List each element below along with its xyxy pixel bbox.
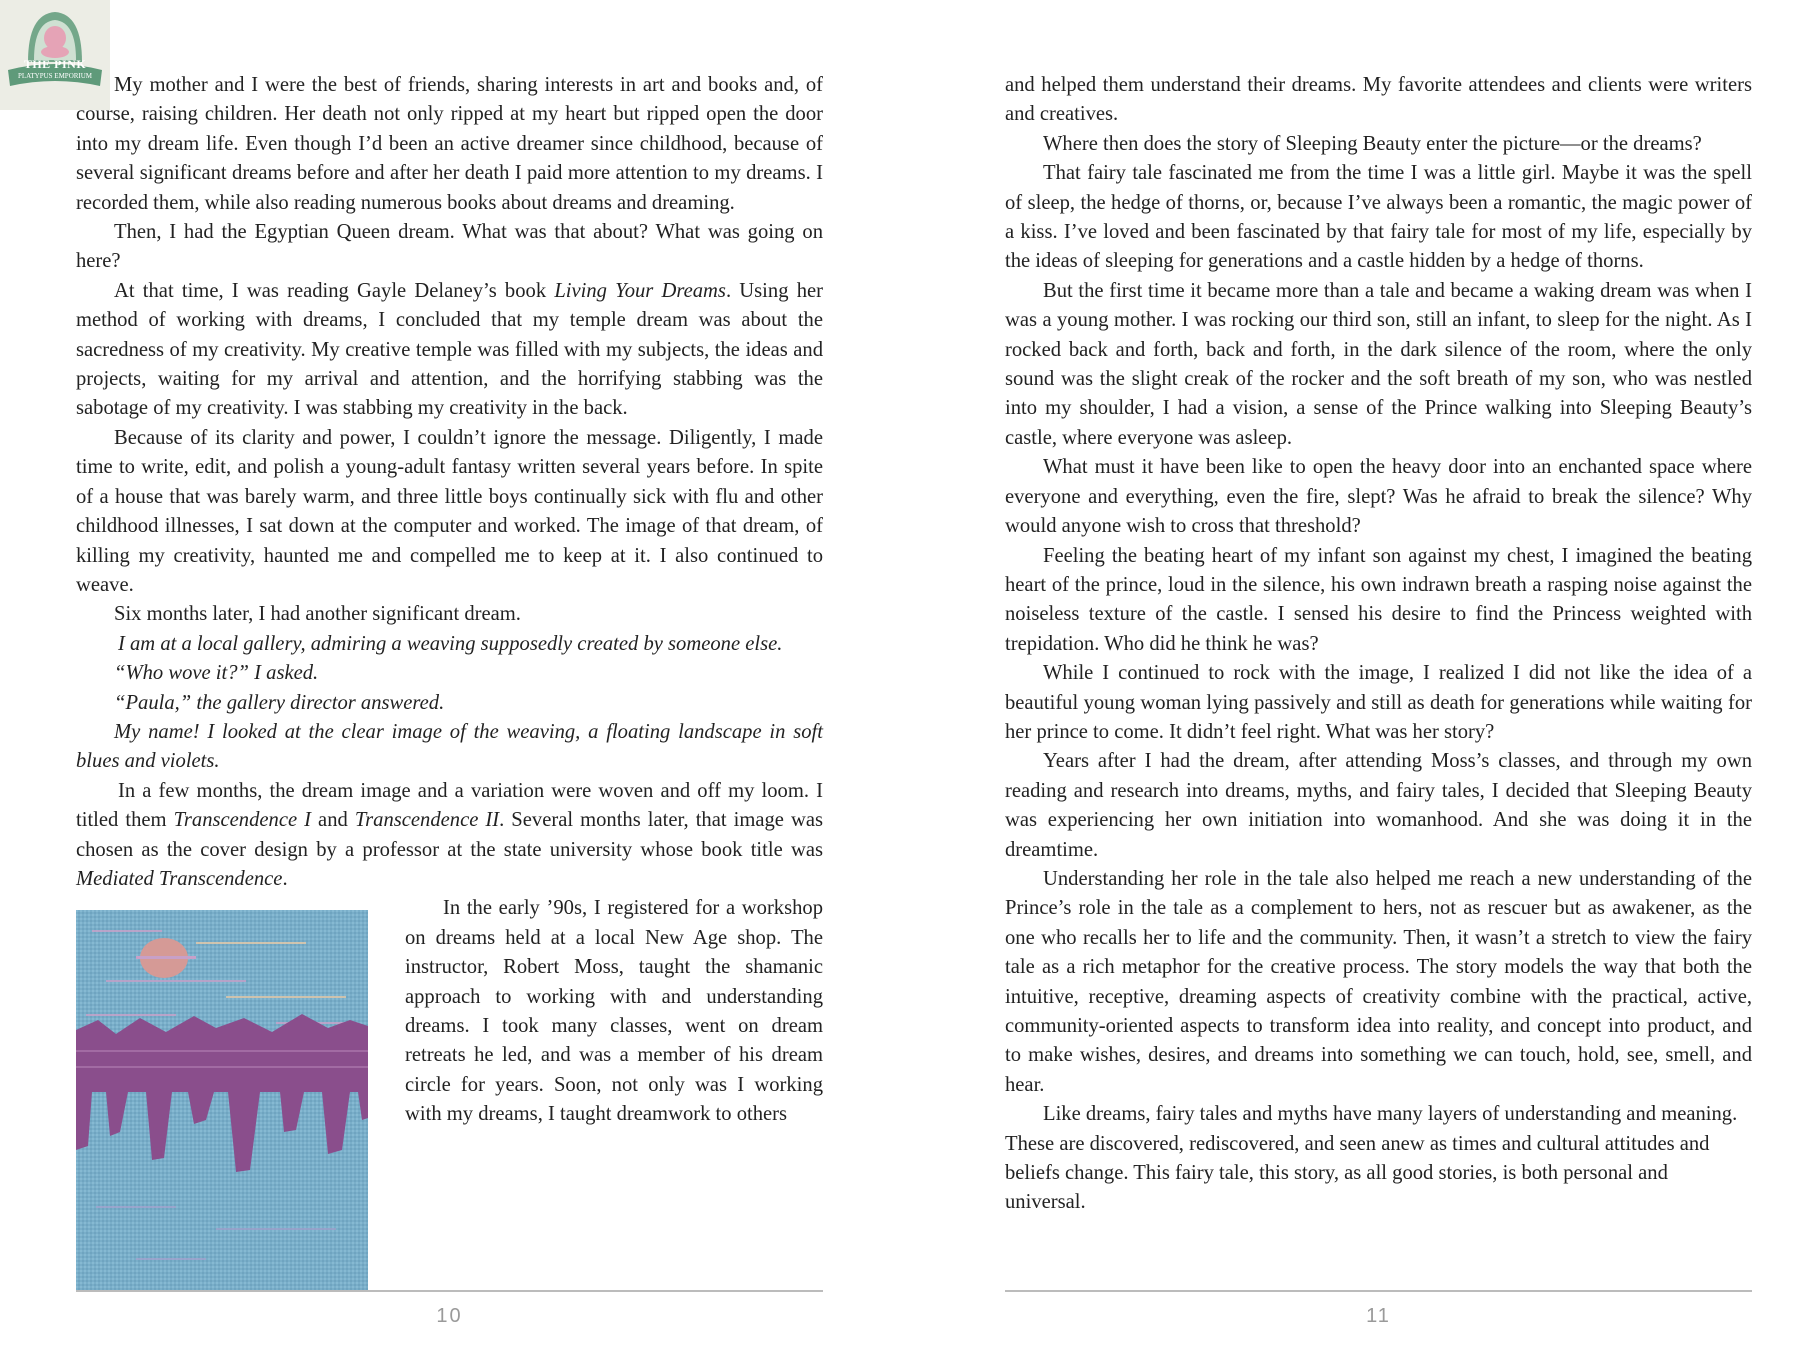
logo-line-2: PLATYPUS EMPORIUM [17, 72, 93, 80]
paragraph: At that time, I was reading Gayle Delaney’s book Living Your Dreams. Using her method of working with dreams, I concluded that my temple dream was about the sacredness of my creativity. My creative temple was filled with my subjects, the ideas and projects, waiting for my arrival and attention, and the horrifying stabbing was the sabotage of my creativity. I was stabbing my creativity in the back. [76, 279, 823, 420]
paragraph: Where then does the story of Sleeping Beauty enter the picture—or the dreams? [1043, 132, 1702, 155]
book-title: Living Your Dreams [554, 279, 726, 302]
paragraph: In a few months, the dream image and a variation were woven and off my loom. I titled them Transcendence I and Transcendence II. Several months later, that image was chosen as the cover design by a professor at the state university whose book title was Mediated Transcendence. [76, 779, 824, 890]
paragraph: Understanding her role in the tale also helped me reach a new understanding of the Prince’s role in the tale as a complement to hers, not as rescuer but as awakener, as the one who recalls her to life and the community. Then, it wasn’t a stretch to view the fairy tale as a rich metaphor for the creative process. The story models the way that both the intuitive, receptive, dreaming aspects of creativity combine with the practical, active, community-oriented aspects to transform idea into reality, and concept into product, and to make wishes, desires, and dreams into something we can touch, hold, see, smell, and hear. [1005, 867, 1752, 1096]
page-number-left: 10 [436, 1305, 463, 1327]
dream-line: “Paula,” the gallery director answered. [114, 691, 445, 714]
dream-line: “Who wove it?” I asked. [114, 662, 319, 685]
paragraph: What must it have been like to open the heavy door into an enchanted space where everyone and everything, even the fire, slept? Was he afraid to break the silence? Why would anyone wish to cross that threshold? [1005, 456, 1752, 538]
paragraph: Feeling the beating heart of my infant son against my chest, I imagined the beating heart of the prince, loud in the silence, his own indrawn breath a rasping noise against the noiseless texture of the castle. I sensed his desire to find the Princess weighted with trepidation. Who did he think he was? [1005, 544, 1752, 655]
paragraph: and helped them understand their dreams. My favorite attendees and clients were writers and creatives. [1005, 74, 1752, 126]
dream-line: I am at a local gallery, admiring a weaving supposedly created by someone else. [118, 632, 783, 655]
paragraph: Six months later, I had another significant dream. [114, 603, 521, 626]
paragraph: Because of its clarity and power, I couldn’t ignore the message. Diligently, I made time to write, edit, and polish a young-adult fantasy written several years before. In spite of a house that was barely warm, and three little boys continually sick with flu and other childhood illnesses, I sat down at the computer and worked. The image of that dream, of killing my creativity, haunted me and compelled me to keep at it. I also continued to weave. [76, 426, 823, 596]
footer-rule-left [76, 1290, 823, 1292]
footer-rule-right [1005, 1290, 1752, 1292]
paragraph: Years after I had the dream, after attending Moss’s classes, and through my own reading and research into dreams, myths, and fairy tales, I decided that Sleeping Beauty was experiencing her own initiation into womanhood. And she was doing it in the dreamtime. [1005, 750, 1752, 861]
paragraph: Like dreams, fairy tales and myths have many layers of understanding and meaning. These are discovered, rediscovered, and seen anew as times and cultural attitudes and beliefs change. This fairy tale, this story, as all good stories, is both personal and universal. [1005, 1103, 1738, 1214]
left-page [76, 71, 823, 1300]
weaving-image [76, 910, 368, 1290]
paragraph: Then, I had the Egyptian Queen dream. What was that about? What was going on here? [76, 221, 823, 273]
paragraph: In the early ’90s, I registered for a workshop on dreams held at a local New Age shop. The instructor, Robert Moss, taught the shamanic approach to working with and understanding dreams. I took many classes, went on dream retreats he led, and was a member of his dream circle for years. Soon, not only was I working with my dreams, I taught dreamwork to others [405, 897, 823, 1126]
logo-line-1: THE PINK [23, 57, 87, 71]
paragraph: That fairy tale fascinated me from the time I was a little girl. Maybe it was the spell of sleep, the hedge of thorns, or, because I’ve always been a romantic, the magic power of a kiss. I’ve loved and been fascinated by that fairy tale for most of my life, especially by the ideas of sleeping for generations and a castle hidden by a hedge of thorns. [1005, 162, 1752, 273]
right-page [1005, 71, 1752, 1218]
paragraph: While I continued to rock with the image, I realized I did not like the idea of a beautiful young woman lying passively and still as death for generations while waiting for her prince to come. It didn’t feel right. What was her story? [1005, 662, 1752, 743]
paragraph: My mother and I were the best of friends, sharing interests in art and books and, of course, raising children. Her death not only ripped at my heart but ripped open the door into my dream life. Even though I’d been an active dreamer since childhood, because of several significant dreams before and after her death I paid more attention to my dreams. I recorded them, while also reading numerous books about dreams and dreaming. [76, 74, 823, 214]
dream-line: My name! I looked at the clear image of the weaving, a floating landscape in soft blues and violets. [76, 720, 823, 773]
paragraph: But the first time it became more than a tale and became a waking dream was when I was a young mother. I was rocking our third son, still an infant, to sleep for the night. As I rocked back and forth, back and forth, in the dark silence of the room, where the only sound was the slight creak of the rocker and the soft breath of my son, who was nestled into my shoulder, I had a vision, a sense of the Prince walking into Sleeping Beauty’s castle, where everyone was asleep. [1005, 279, 1752, 449]
page-number-right: 11 [1366, 1305, 1391, 1327]
